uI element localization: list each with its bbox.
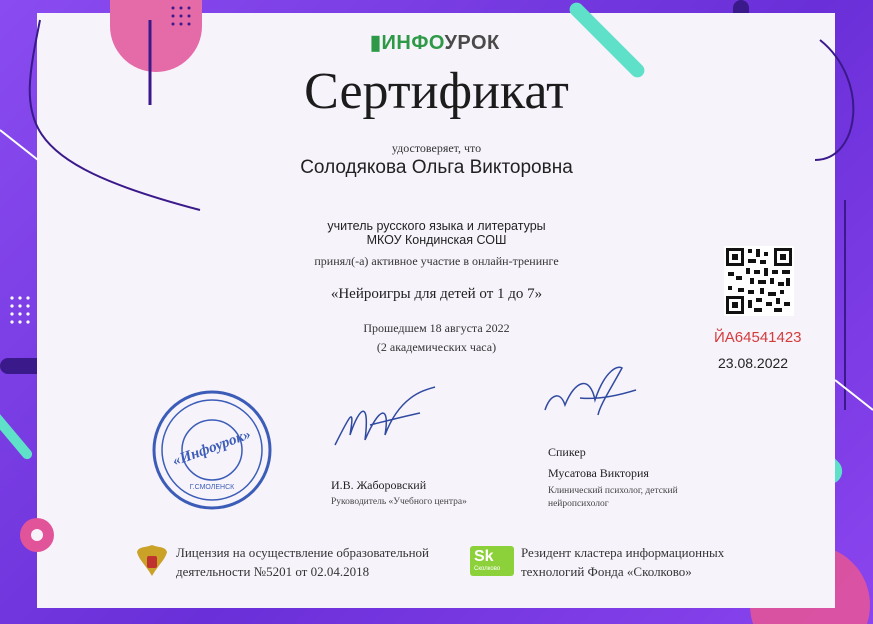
course-name: «Нейроигры для детей от 1 до 7» xyxy=(330,286,543,302)
signature-2 xyxy=(540,360,640,420)
certificate-title: Сертификат xyxy=(304,63,569,120)
signature-1 xyxy=(330,385,440,465)
held-date: Прошедшем 18 августа 2022 xyxy=(363,321,510,335)
signatory1-role: Руководитель «Учебного центра» xyxy=(331,497,467,507)
skolkovo-line2: технологий Фонда «Сколково» xyxy=(521,564,692,579)
recipient-name: Солодякова Ольга Викторовна xyxy=(300,157,573,178)
academic-hours: (2 академических часа) xyxy=(376,340,497,354)
skolkovo-badge-text: Sk xyxy=(474,548,494,565)
recipient-position: учитель русского языка и литературы xyxy=(327,219,546,233)
license-line2: деятельности №5201 от 02.04.2018 xyxy=(176,564,370,579)
skolkovo-logo-icon xyxy=(470,546,514,576)
logo-part1: ИНФО xyxy=(381,32,445,54)
infourok-logo xyxy=(370,30,500,55)
qr-code-icon xyxy=(724,246,794,316)
stamp-city: Г.СМОЛЕНСК xyxy=(189,484,235,491)
logo-mark-icon: ▮ xyxy=(370,32,382,54)
certifies-text: удостоверяет, что xyxy=(391,141,482,155)
skolkovo-badge-sub: Сколково xyxy=(474,566,501,572)
signatory2-name: Мусатова Виктория xyxy=(548,466,649,480)
signatory1-name: И.В. Жаборовский xyxy=(331,478,427,492)
stamp-center-text: «Инфоурок» xyxy=(170,426,254,470)
logo-part2: УРОК xyxy=(444,32,500,54)
license-line1: Лицензия на осуществление образовательной xyxy=(176,545,430,560)
signatory2-role-line2: нейропсихолог xyxy=(548,499,609,509)
coat-of-arms-icon xyxy=(135,542,169,580)
recipient-school: МКОУ Кондинская СОШ xyxy=(366,233,507,247)
certificate-code: ЙА64541423 xyxy=(714,329,802,346)
issue-date: 23.08.2022 xyxy=(718,355,789,371)
signatory2-role-line1: Клинический психолог, детский xyxy=(548,486,678,496)
license-text xyxy=(176,543,429,581)
skolkovo-text xyxy=(521,543,724,581)
participation-text: принял(-а) активное участие в онлайн-тренинге xyxy=(314,254,559,268)
skolkovo-line1: Резидент кластера информационных xyxy=(521,545,725,560)
round-stamp xyxy=(150,388,274,512)
signatory2-label: Спикер xyxy=(548,445,586,459)
